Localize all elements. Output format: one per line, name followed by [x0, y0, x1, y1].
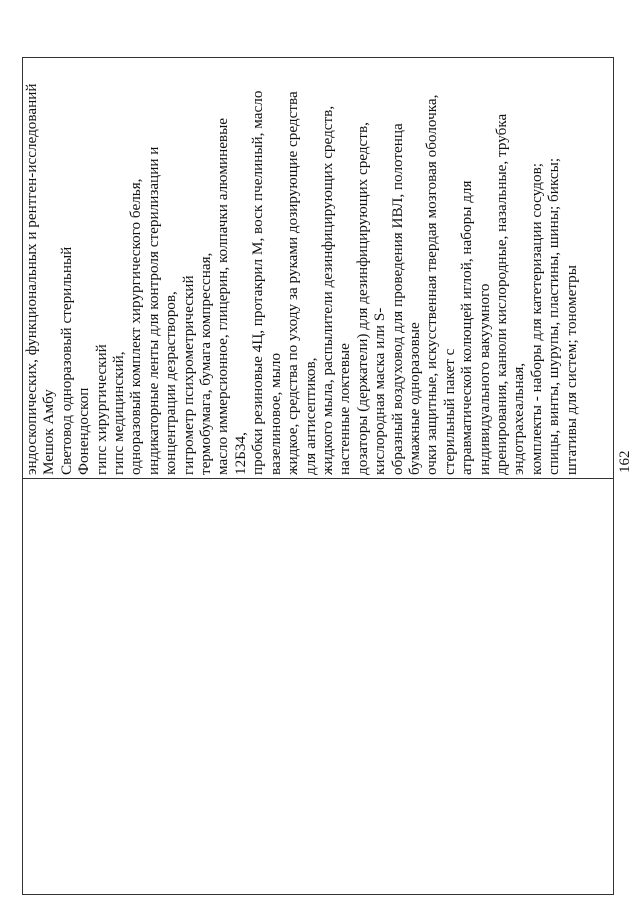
supply-item-line: Световод одноразовый стерильный [57, 246, 75, 475]
supply-item-line: индивидуального вакуумного [475, 283, 493, 475]
supply-item-line: Фонендоскоп [75, 387, 93, 475]
supply-item-line: спицы, винты, шурупы, пластины, шины; биксы; [545, 157, 563, 475]
supply-item-line: Мешок Амбу [40, 389, 58, 475]
supply-item-line: настенные локтевые [336, 343, 354, 475]
supply-item-line: гипс хирургический [92, 344, 110, 475]
supply-table [22, 57, 614, 895]
supply-item-line: эндоскопических, функциональных и рентген-исследований [23, 83, 40, 475]
supply-item-line: жидкого мыла, распылители дезинфицирующих средств, [318, 105, 336, 475]
supply-item-line: бумажные одноразовые [405, 322, 423, 475]
supply-item-line: вазелиновое, мыло [266, 352, 284, 475]
supply-item-line: кислородная маска или S- [371, 307, 389, 475]
page-number: 162 [617, 450, 633, 473]
supply-item-line: штативы для систем; тонометры [562, 265, 580, 475]
supply-item-line: индикаторные ленты для контроля стерилизации и [144, 146, 162, 475]
supply-item-list [23, 60, 580, 475]
supply-item-line: гипс медицинский, [110, 351, 128, 475]
supply-item-line: концентрации дезрастворов, [162, 291, 180, 475]
supply-item-line: жидкое, средства по уходу за руками дозирующие средства [284, 91, 302, 475]
supply-item-line: одноразовый комплект хирургического белья, [127, 178, 145, 475]
table-right-cell [23, 60, 613, 475]
column-divider [23, 478, 613, 479]
supply-item-line: очки защитные, искусственная твердая мозговая оболочка, [423, 94, 441, 475]
supply-item-line: дозаторы (держатели) для дезинфицирующих средств, [353, 122, 371, 475]
supply-item-line: пробки резиновые 4Ц, протакрил М, воск пчелиный, масло [249, 90, 267, 475]
supply-item-line: дренирования, канюли кислородные, назальные, трубка [492, 113, 510, 475]
supply-item-line: эндотрахеальная, [510, 362, 528, 475]
supply-item-line: комплекты - наборы для катетеризации сосудов; [527, 162, 545, 475]
supply-item-line: гигрометр психрометрический [179, 275, 197, 475]
supply-item-line: термобумага, бумага компрессная, [197, 252, 215, 475]
supply-item-line: масло иммерсионное, глицерин, колпачки алюминевые [214, 117, 232, 475]
table-left-cell [23, 479, 613, 894]
supply-item-line: образный воздуховод для проведения ИВЛ, полотенца [388, 123, 406, 475]
supply-item-line: стерильный пакет с [440, 348, 458, 475]
supply-item-line: атравматической колющей иглой, наборы для [458, 180, 476, 475]
supply-item-line: 12Б34, [231, 432, 249, 475]
supply-item-line: для антисептиков, [301, 357, 319, 475]
